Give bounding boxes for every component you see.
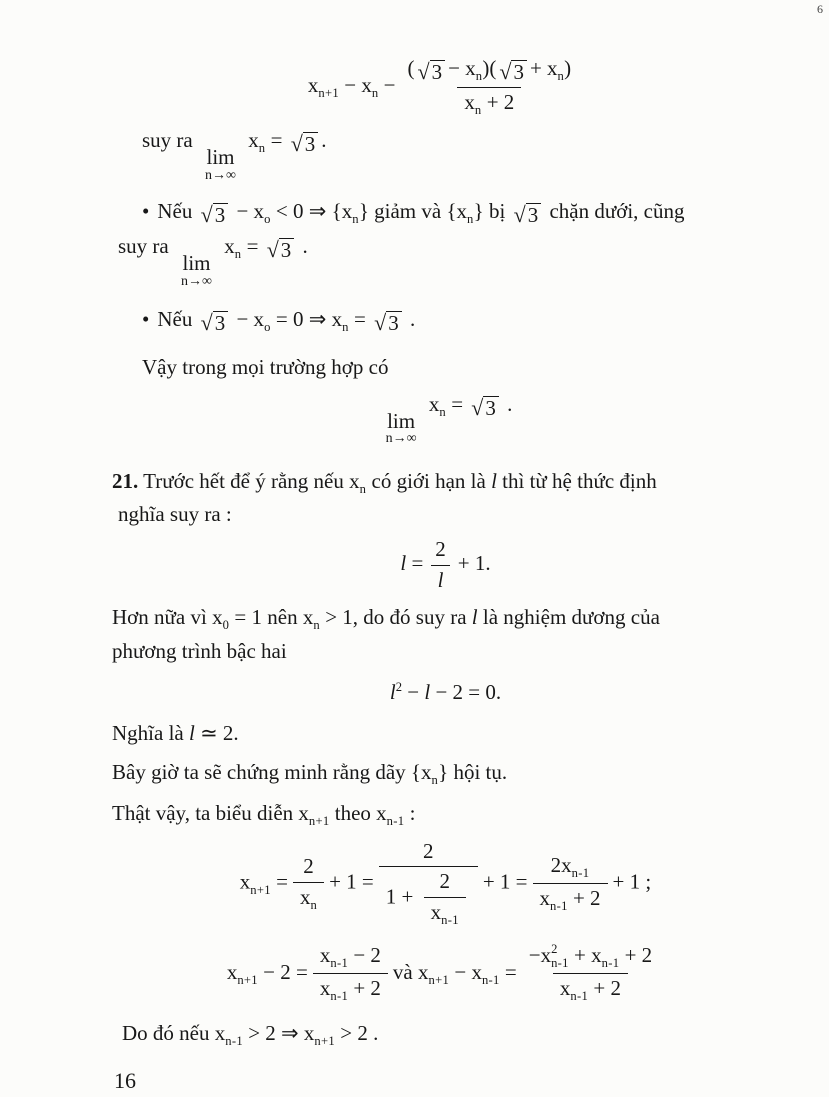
math-var: x [559,976,571,1001]
math-sub: n+1 [428,972,450,987]
sqrt-sign-icon: √ [290,131,303,157]
sqrt-radical [201,203,229,227]
math-sub: n [352,212,359,227]
sqrt-sign-icon: √ [374,310,387,336]
formula-limit [112,390,779,447]
sqrt-radicand: 3 [483,396,499,420]
math-var: x [319,942,331,967]
sqrt-sign-icon: √ [513,201,526,227]
math-run: − x [236,307,265,332]
hon-nua-line-1 [112,603,779,635]
text-run: } bị [473,198,506,223]
lim-word: lim [206,145,235,170]
math-var: x [430,900,442,925]
math-run: > 2 . [340,1020,379,1045]
math-var: x [539,886,550,911]
math-run: − 2 = [263,959,308,984]
math-var: x [224,234,235,259]
math-operator: − [407,679,420,704]
punctuation: . [507,391,513,416]
math-var: x [361,72,372,97]
paragraph-nghia-la [112,719,779,748]
math-var: x [248,128,259,153]
math-run: + 1 ; [612,869,652,894]
sqrt-radicand: 3 [386,311,402,335]
math-run: + 2 [572,886,601,911]
paragraph-bay-gio [112,758,779,790]
text-run: Nếu [157,198,193,223]
math-var: x [303,1020,315,1045]
math-var: x [471,959,482,984]
sqrt-radical [514,203,542,227]
math-run: 2x [550,852,572,877]
math-var-l: l [491,468,497,493]
math-run: > 1, do đó suy ra [325,605,467,630]
math-operator: − [454,959,467,984]
math-sub: n+1 [308,814,330,829]
math-var: x [307,72,319,97]
sqrt-radicand: 3 [279,238,295,262]
fraction-denominator [379,866,478,928]
text-run: Thật vậy, ta biểu diễn [112,801,294,826]
math-sub: n [234,247,242,262]
bullet-icon: • [142,198,150,223]
math-sub: n+1 [250,882,271,897]
fraction-numerator [401,56,579,87]
math-var: x [239,869,251,894]
math-operator: = [246,234,259,259]
item-21-line-2 [118,500,779,529]
sqrt-sign-icon: √ [471,394,484,420]
math-var-l: l [188,720,195,745]
math-paren: ) [564,56,572,80]
math-sub: 0 [222,618,230,633]
fraction-numerator: 2 [435,537,446,562]
sqrt-radicand: 3 [526,203,542,227]
punctuation: : [409,801,416,826]
fraction-denominator [457,87,521,119]
math-run: + 1 = [329,869,374,894]
math-sub: n+1 [314,1033,336,1048]
math-sub: n-1 [601,955,620,970]
bullet-icon: • [142,307,150,332]
fraction-numerator: 2 [439,869,450,894]
item-21 [112,467,779,530]
formula-xn1-expansion [112,839,779,929]
math-var: x [214,1020,226,1045]
math-var: x [376,801,387,826]
sqrt-sign-icon: √ [200,310,213,336]
text-run: Vậy trong mọi trường hợp có [142,354,389,379]
math-operator: = [353,307,366,332]
math-operator: = [276,869,288,894]
math-run: −x [528,942,552,967]
math-run: + 1 = [482,869,528,894]
text-run: suy ra [142,128,193,153]
math-run: = 0 ⇒ x [275,307,343,332]
hon-nua-line-2 [112,637,779,666]
math-sub: n-1 [481,972,500,987]
math-sub: n [439,404,446,419]
item-21-line-1 [112,467,779,499]
sqrt-sign-icon: √ [417,59,430,84]
text-run: theo [334,801,371,826]
paragraph-that-vay [112,799,779,831]
fraction [293,854,324,913]
math-var: x [212,605,223,630]
fraction-denominator [553,973,628,1005]
punctuation: . [409,307,416,332]
math-run: + 2 [353,976,381,1001]
sqrt-radicand: 3 [213,203,229,227]
fraction-numerator: 2 [423,838,434,863]
math-sub: n [258,141,266,156]
math-sub: n-1 [571,865,590,880]
formula-xn-difference [112,56,779,118]
math-sub: n-1 [550,899,568,914]
math-var-l: l [424,679,431,704]
math-var-l: l [471,605,478,630]
bullet-line-2 [118,232,779,289]
math-run: + 1. [457,550,491,575]
paragraph-vay [142,353,779,382]
corner-scan-mark: 6 [817,2,823,16]
bullet-line-1 [142,197,779,229]
math-sub: o [264,320,271,335]
fraction-numerator: 2 [303,854,314,879]
math-run: + 2 [593,976,621,1001]
text-run: } giảm và {x [358,198,468,223]
item-number: 21. [112,468,139,493]
text-run: và [392,959,413,984]
fraction [313,943,388,1005]
math-sub: n [467,212,474,227]
paragraph-hon-nua [112,603,779,666]
lim-subscript: n→∞ [385,431,417,447]
fraction [533,853,608,915]
math-var: x [298,801,309,826]
punctuation: . [302,234,308,259]
text-run: Do đó nếu [122,1020,210,1045]
math-operator: − [344,72,357,97]
text-run: chặn dưới, cũng [549,198,685,223]
math-sup: 2 [395,679,402,694]
sqrt-radical [291,132,319,156]
math-var: x [417,959,429,984]
math-sup: 2 [551,941,558,956]
fraction [379,839,478,929]
fraction-denominator [533,883,608,915]
text-run: Nếu [157,307,193,332]
math-operator: = [504,959,517,984]
sqrt-radical [499,60,527,84]
punctuation: . [321,128,327,153]
math-sub: n [431,772,439,787]
math-sub: n-1 [551,955,569,970]
limit-operator [181,252,212,289]
math-run: ≃ 2. [200,720,239,745]
limit-operator [386,410,417,447]
sqrt-radical [471,396,499,420]
math-run: > 2 ⇒ [248,1020,299,1045]
paragraph-suy-ra [142,126,779,183]
math-var: x [299,884,311,909]
text-run: thì từ hệ thức định [502,468,657,493]
fraction-denominator [293,882,324,914]
math-var: x [464,89,475,114]
text-run: là nghiệm dương của [482,605,660,630]
math-sub: n-1 [386,814,405,829]
math-run: < 0 ⇒ {x [275,198,353,223]
math-run: + 2 [624,942,653,967]
page-number: 16 [114,1068,136,1094]
sqrt-radical [201,311,229,335]
math-run: + x [574,942,602,967]
text-run: Nghĩa là [112,720,184,745]
math-sub: n [310,897,318,912]
fraction [522,943,659,1005]
lim-word: lim [182,251,211,276]
sqrt-radical [374,311,402,335]
bullet-case-1 [112,197,779,289]
fraction-numerator [544,853,597,884]
math-sub: n [474,102,482,117]
nested-fraction [424,869,466,928]
math-run: = 1 nên [234,605,298,630]
math-sub: n-1 [570,989,589,1004]
math-operator: = [270,128,283,153]
sqrt-sign-icon: √ [499,59,512,84]
math-sub: n-1 [441,913,459,928]
math-var: x [428,391,440,416]
fraction-numerator [313,943,388,974]
math-sub: n-1 [225,1033,243,1048]
math-run: − 2 = 0. [435,679,502,704]
fraction [401,56,579,118]
fraction-denominator [313,973,388,1005]
limit-operator [205,146,236,183]
fraction [428,537,453,593]
math-run: + x [529,56,558,80]
math-var: x [226,959,238,984]
math-var: x [302,605,314,630]
math-operator: = [411,550,424,575]
lim-word: lim [387,408,416,433]
math-var-l: l [400,550,407,575]
math-run: − x [448,56,476,80]
math-operator: − [383,72,396,97]
sqrt-radical [418,60,446,84]
math-sub: n [475,69,483,84]
math-sub: n-1 [330,955,349,970]
sqrt-sign-icon: √ [200,201,213,227]
text-run: suy ra [118,234,169,259]
lim-subscript: n→∞ [181,274,212,290]
text-run: } hội tụ. [438,759,508,784]
math-paren: )( [482,56,497,80]
math-sub: n+1 [237,972,258,987]
sqrt-radicand: 3 [213,311,229,335]
math-run: − x [236,198,265,223]
formula-difference-pair [112,943,779,1005]
sqrt-radicand: 3 [430,60,446,84]
fraction-denominator [424,897,466,929]
text-run: có giới hạn là [371,468,486,493]
math-var: x [319,976,331,1001]
math-sub: n [359,481,367,496]
formula-quadratic [112,678,779,707]
math-paren: ( [407,56,415,80]
sqrt-sign-icon: √ [266,237,279,263]
math-sub: o [264,212,271,227]
text-run: phương trình bậc hai [112,638,287,663]
sup-sub-stack [551,943,569,971]
sqrt-radical [267,238,295,262]
fraction-denominator: l [431,565,451,594]
math-run: + 2 [486,89,515,114]
math-sub: n [313,618,320,633]
math-sub: n [371,86,379,101]
math-var-l: l [389,679,396,704]
math-sub: n+1 [318,86,339,101]
text-run: Trước hết để ý rằng nếu [143,468,344,493]
sqrt-radicand: 3 [511,60,527,84]
text-run: Hơn nữa vì [112,605,207,630]
math-sub: n [342,320,349,335]
math-var: x [349,468,360,493]
text-run: nghĩa suy ra : [118,502,232,527]
math-sub: n-1 [330,989,349,1004]
math-run: − 2 [353,942,381,967]
lim-subscript: n→∞ [205,167,236,183]
formula-l-equation [112,537,779,593]
paragraph-do-do [122,1019,779,1051]
bullet-case-2 [142,305,779,337]
sqrt-radicand: 3 [303,132,319,156]
math-run: 1 + [385,884,414,909]
math-sub: n [557,69,565,84]
math-operator: = [451,391,464,416]
text-run: Bây giờ ta sẽ chứng minh rằng dãy {x [112,759,432,784]
fraction-numerator [522,943,659,974]
